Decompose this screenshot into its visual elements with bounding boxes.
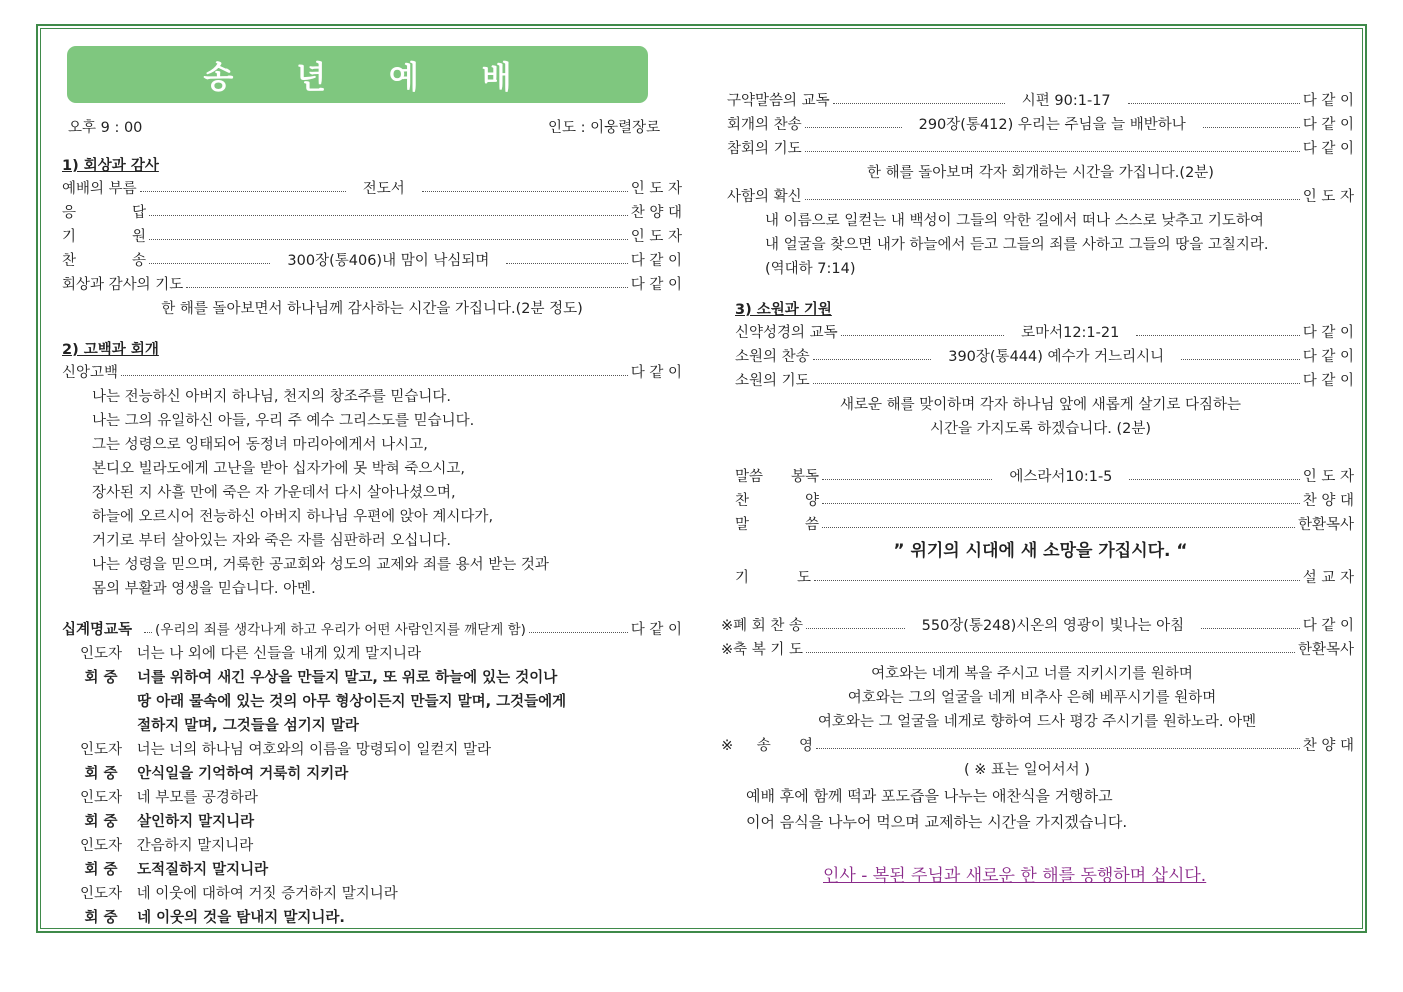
item-label: 찬 양	[735, 493, 819, 509]
responsive-line: 회 중 너를 위하여 새긴 우상을 만들지 말고, 또 위로 하늘에 있는 것이나	[84, 670, 558, 686]
creed-line: 장사된 지 사흘 만에 죽은 자 가운데서 다시 살아나셨으며,	[92, 485, 456, 501]
responsive-line: 땅 아래 물속에 있는 것의 아무 형상이든지 만들지 말며, 그것들에게	[137, 694, 567, 710]
order-item	[727, 185, 1354, 209]
section3-heading: 3) 소원과 기원	[735, 302, 832, 318]
creed-line: 본디오 빌라도에게 고난을 받아 십자가에 못 박혀 죽으시고,	[92, 461, 466, 477]
item-label: 말 씀	[735, 517, 819, 533]
item-detail: 에스라서10:1-5	[1009, 469, 1113, 485]
item-label: 예배의 부름	[62, 181, 137, 197]
item-label: 회상과 감사의 기도	[62, 277, 184, 293]
responsive-line: 인도자 간음하지 말지니라	[79, 838, 254, 854]
item-role: 찬 양 대	[630, 205, 682, 221]
order-item	[62, 225, 682, 249]
item-label: 구약말씀의 교독	[727, 93, 830, 109]
item-label: 회개의 찬송	[727, 117, 802, 133]
item-detail: 390장(통444) 예수가 거느리시니	[948, 349, 1165, 365]
order-item	[735, 345, 1354, 369]
creed-line: 하늘에 오르시어 전능하신 아버지 하나님 우편에 앉아 계시다가,	[92, 509, 494, 525]
creed-line: 거기로 부터 살아있는 자와 죽은 자를 심판하러 오십니다.	[92, 533, 452, 549]
title-banner	[67, 46, 648, 103]
responsive-line: 절하지 말며, 그것들을 섬기지 말라	[137, 718, 359, 734]
order-item	[62, 361, 682, 385]
item-label: ※송 영	[721, 738, 813, 754]
repent-note: 한 해를 돌아보며 각자 회개하는 시간을 가집니다.(2분)	[867, 165, 1214, 181]
scripture-line: (역대하 7:14)	[765, 261, 856, 277]
item-label: 응 답	[62, 205, 146, 221]
item-label: 소원의 찬송	[735, 349, 810, 365]
item-label: 기 원	[62, 229, 146, 245]
item-detail: 시편 90:1-17	[1021, 93, 1111, 109]
blessing-line: 여호와는 그의 얼굴을 네게 비추사 은혜 베푸시기를 원하며	[847, 690, 1217, 706]
item-role: 인 도 자	[1302, 189, 1354, 205]
creed-line: 그는 성령으로 잉태되어 동정녀 마리아에게서 나시고,	[92, 437, 428, 453]
order-item	[62, 618, 682, 642]
order-item	[735, 566, 1354, 590]
item-role: 다 같 이	[1302, 373, 1354, 389]
responsive-line: 인도자 네 부모를 공경하라	[79, 790, 258, 806]
item-label: 기 도	[735, 570, 811, 586]
order-item	[62, 273, 682, 297]
wish-note: 시간을 가지도록 하겠습니다. (2분)	[929, 421, 1152, 437]
thanks-note: 한 해를 돌아보면서 하나님께 감사하는 시간을 가집니다.(2분 정도)	[161, 301, 583, 317]
order-item	[735, 321, 1354, 345]
sermon-title: ” 위기의 시대에 새 소망을 가집시다. “	[893, 541, 1188, 561]
item-role: 다 같 이	[1302, 117, 1355, 133]
after-service-line: 예배 후에 함께 떡과 포도즙을 나누는 애찬식을 거행하고	[746, 787, 1113, 805]
item-detail: 550장(통248)시온의 영광이 빛나는 아침	[921, 618, 1185, 634]
order-item	[62, 177, 682, 201]
responsive-line: 회 중 살인하지 말지니라	[84, 814, 255, 830]
responsive-line: 회 중 안식일을 기억하여 거룩히 지키라	[84, 766, 349, 782]
section2-heading: 2) 고백과 회개	[62, 342, 159, 358]
stand-note: ( ※ 표는 일어서서 )	[964, 762, 1090, 778]
item-label: ※폐 회 찬 송	[721, 618, 804, 634]
creed-line: 나는 전능하신 아버지 하나님, 천지의 창조주를 믿습니다.	[92, 389, 452, 405]
item-label: 십계명교독	[62, 622, 133, 638]
item-detail: 로마서12:1-21	[1021, 325, 1120, 341]
item-label: 참회의 기도	[727, 141, 802, 157]
item-role: 인 도 자	[630, 229, 682, 245]
order-item	[735, 369, 1354, 393]
wish-note: 새로운 해를 맞이하며 각자 하나님 앞에 새롭게 살기로 다짐하는	[839, 397, 1242, 413]
order-item	[62, 249, 682, 273]
item-detail: (우리의 죄를 생각나게 하고 우리가 어떤 사람인지를 깨닫게 함)	[155, 622, 526, 638]
responsive-line: 회 중 도적질하지 말지니라	[84, 862, 269, 878]
order-item	[735, 513, 1354, 537]
item-role: 다 같 이	[1302, 618, 1355, 634]
after-service-line: 이어 음식을 나누어 먹으며 교제하는 시간을 가지겠습니다.	[746, 813, 1128, 831]
item-detail: 300장(통406)내 맘이 낙심되며	[287, 253, 490, 269]
page-title: 송 년 예 배	[203, 60, 538, 96]
scripture-line: 내 이름으로 일컫는 내 백성이 그들의 악한 길에서 떠나 스스로 낮추고 기도하여	[765, 213, 1264, 229]
order-item	[62, 201, 682, 225]
creed-line: 나는 그의 유일하신 아들, 우리 주 예수 그리스도를 믿습니다.	[92, 413, 475, 429]
item-role: 다 같 이	[1302, 325, 1354, 341]
greeting: 인사 - 복된 주님과 새로운 한 해를 동행하며 삽시다.	[823, 866, 1207, 886]
responsive-line: 인도자 네 이웃에 대하여 거짓 증거하지 말지니라	[79, 886, 398, 902]
item-role: 인 도 자	[630, 181, 682, 197]
item-role: 다 같 이	[1302, 93, 1355, 109]
item-role: 한환목사	[1297, 642, 1354, 658]
blessing-line: 여호와는 네게 복을 주시고 너를 지키시기를 원하며	[871, 666, 1193, 682]
responsive-line: 회 중 네 이웃의 것을 탐내지 말지니라.	[84, 910, 345, 926]
creed-line: 나는 성령을 믿으며, 거룩한 공교회와 성도의 교제와 죄를 용서 받는 것과	[92, 557, 549, 573]
item-role: 다 같 이	[1302, 349, 1354, 365]
item-detail: 전도서	[362, 181, 405, 197]
order-item	[735, 465, 1354, 489]
scripture-line: 내 얼굴을 찾으면 내가 하늘에서 듣고 그들의 죄를 사하고 그들의 땅을 고칠지라.	[765, 237, 1269, 253]
item-role: 인 도 자	[1302, 469, 1355, 485]
creed-line: 몸의 부활과 영생을 믿습니다. 아멘.	[92, 581, 316, 597]
item-role: 다 같 이	[1302, 141, 1354, 157]
item-label: ※축 복 기 도	[721, 642, 804, 658]
service-time: 오후 9 : 00	[68, 120, 143, 136]
order-item	[735, 489, 1354, 513]
item-label: 사함의 확신	[727, 189, 802, 205]
responsive-line: 인도자 너는 너의 하나님 여호와의 이름을 망령되이 일컫지 말라	[79, 742, 492, 758]
item-detail: 290장(통412) 우리는 주님을 늘 배반하나	[918, 117, 1186, 133]
item-role: 찬 양 대	[1302, 738, 1354, 754]
order-item	[721, 614, 1354, 638]
service-leader: 인도 : 이웅렬장로	[548, 120, 661, 136]
order-item	[721, 638, 1354, 662]
item-role: 한환목사	[1297, 517, 1354, 533]
responsive-line: 인도자 너는 나 외에 다른 신들을 내게 있게 말지니라	[79, 646, 421, 662]
item-role: 다 같 이	[630, 253, 683, 269]
item-label: 신약성경의 교독	[735, 325, 838, 341]
item-role: 다 같 이	[630, 622, 682, 638]
item-role: 찬 양 대	[1302, 493, 1354, 509]
order-item	[727, 89, 1354, 113]
order-item	[721, 734, 1354, 758]
item-label: 신앙고백	[62, 365, 119, 381]
item-role: 다 같 이	[630, 365, 682, 381]
item-label: 찬 송	[62, 253, 146, 269]
section1-heading: 1) 회상과 감사	[62, 158, 159, 174]
order-item	[727, 113, 1354, 137]
blessing-line: 여호와는 그 얼굴을 네게로 향하여 드사 평강 주시기를 원하노라. 아멘	[817, 714, 1257, 730]
order-item	[727, 137, 1354, 161]
item-role: 설 교 자	[1302, 570, 1354, 586]
item-role: 다 같 이	[630, 277, 682, 293]
item-label: 소원의 기도	[735, 373, 810, 389]
item-label: 말씀 봉독	[735, 469, 819, 485]
